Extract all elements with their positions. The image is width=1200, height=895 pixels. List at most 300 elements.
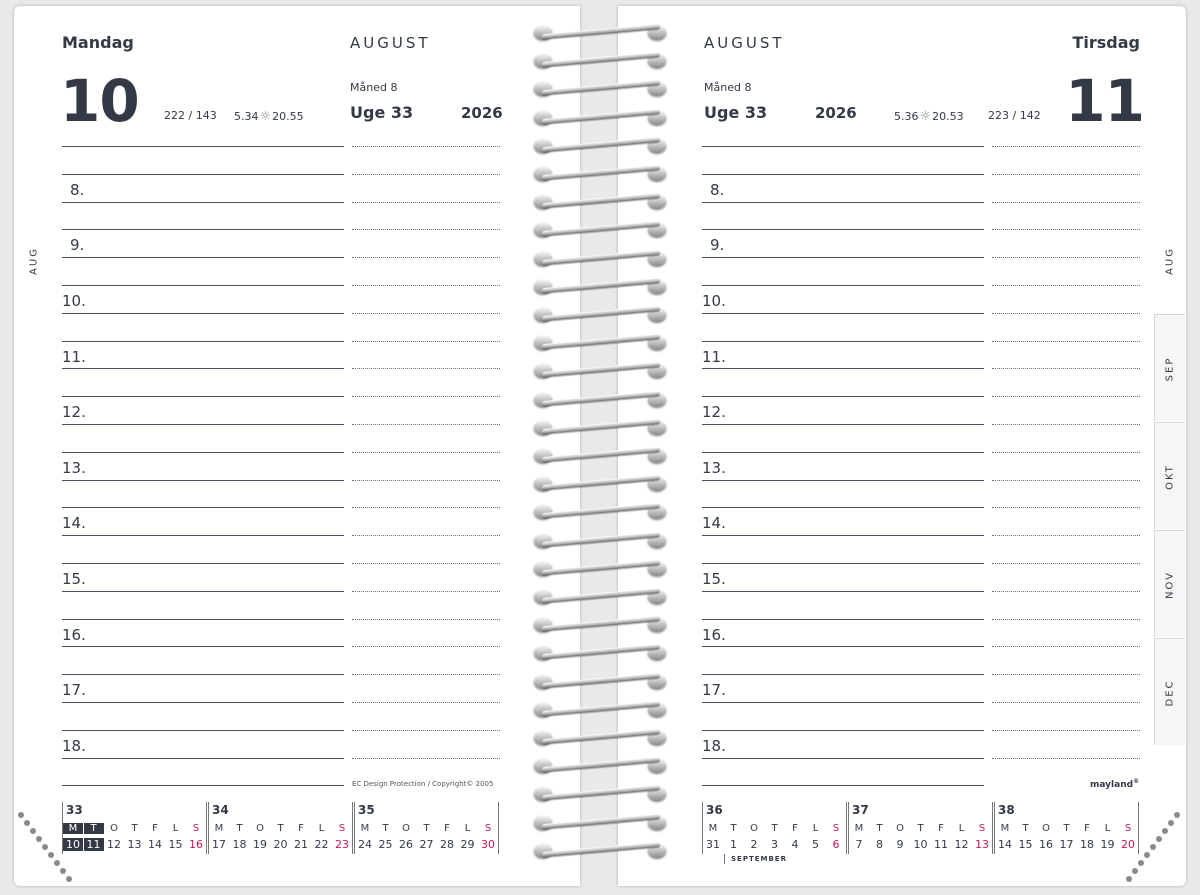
writing-line [62, 563, 344, 564]
tab-aug[interactable]: AUG [1164, 247, 1176, 275]
corner-dot [1126, 876, 1132, 882]
spiral-coil [528, 501, 672, 521]
calendar-day[interactable]: 25 [378, 838, 393, 851]
corner-dot [48, 852, 54, 858]
weekday-letter: O [896, 823, 904, 834]
writing-line [702, 285, 984, 286]
weekday-letter: F [298, 823, 304, 834]
writing-line [702, 480, 984, 481]
spiral-coil [528, 78, 672, 98]
weekday-letter: S [1124, 823, 1132, 834]
dotted-line [352, 229, 500, 230]
hour-label: 11. [62, 348, 86, 366]
writing-line [62, 646, 344, 647]
day-name: Mandag [62, 33, 134, 52]
spiral-binding [528, 22, 672, 870]
calendar-day[interactable]: 11 [84, 838, 104, 851]
hour-label: 10. [62, 292, 86, 310]
dotted-line [352, 396, 500, 397]
dotted-line [352, 341, 500, 342]
calendar-day[interactable]: 26 [399, 838, 413, 851]
calendar-separator [992, 802, 993, 854]
calendar-day[interactable]: 31 [706, 838, 720, 851]
brand-logo: mayland® [1090, 778, 1140, 790]
corner-dot [18, 812, 24, 818]
weekday-letter: T [131, 823, 138, 834]
dotted-line [992, 202, 1140, 203]
month-title: AUGUST [704, 34, 785, 52]
spiral-coil [528, 671, 672, 691]
mini-calendar-week-38 [994, 802, 1140, 854]
hour-label: 13. [702, 459, 726, 477]
dotted-line [992, 758, 1140, 759]
dotted-line [992, 646, 1140, 647]
calendar-day[interactable]: 18 [1080, 838, 1094, 851]
hour-label: 16. [62, 626, 86, 644]
hour-label: 13. [62, 459, 86, 477]
dotted-line [992, 285, 1140, 286]
calendar-day[interactable]: 17 [1059, 838, 1074, 851]
writing-line [702, 563, 984, 564]
sunrise: 5.36 [894, 110, 919, 123]
week-number: 36 [706, 803, 723, 817]
dotted-line [992, 535, 1140, 536]
dotted-line [992, 702, 1140, 703]
writing-line [702, 507, 984, 508]
spiral-coil [528, 219, 672, 239]
dotted-line [992, 257, 1140, 258]
writing-line [62, 257, 344, 258]
weekday-letter: M [708, 823, 718, 834]
writing-line [702, 202, 984, 203]
right-page [618, 6, 1186, 886]
calendar-day[interactable]: 13 [975, 838, 989, 851]
tab-nov[interactable]: NOV [1164, 570, 1176, 600]
calendar-day[interactable]: 28 [440, 838, 454, 851]
weekday-letter: F [152, 823, 158, 834]
dotted-line [352, 535, 500, 536]
writing-line [62, 674, 344, 675]
writing-line [62, 730, 344, 731]
corner-dot [1174, 812, 1180, 818]
day-name: Tirsdag [1072, 33, 1140, 52]
weekday-letter: T [277, 823, 284, 834]
dotted-line [352, 758, 500, 759]
calendar-day[interactable]: 3 [771, 838, 778, 851]
dotted-line [352, 591, 500, 592]
writing-line [62, 480, 344, 481]
sunrise: 5.34 [234, 110, 259, 123]
weekday-letter: T [876, 823, 883, 834]
spiral-coil [528, 642, 672, 662]
corner-dot [24, 820, 30, 826]
month-number: Måned 8 [704, 81, 752, 94]
dotted-line [352, 146, 500, 147]
weekday-letter: M [63, 823, 83, 834]
calendar-day[interactable]: 10 [913, 838, 928, 851]
corner-dot [1144, 852, 1150, 858]
hour-label: 8. [710, 181, 725, 199]
writing-line [702, 313, 984, 314]
dotted-line [352, 674, 500, 675]
tab-dec[interactable]: DEC [1164, 679, 1176, 707]
writing-line [62, 174, 344, 175]
writing-line [702, 229, 984, 230]
spiral-coil [528, 276, 672, 296]
writing-line [702, 257, 984, 258]
corner-dot [30, 828, 36, 834]
hour-label: 12. [62, 403, 86, 421]
spiral-coil [528, 50, 672, 70]
dotted-line [352, 452, 500, 453]
spiral-coil [528, 840, 672, 860]
calendar-day[interactable]: 6 [832, 838, 840, 851]
writing-line [702, 758, 984, 759]
dotted-line [992, 480, 1140, 481]
writing-line [62, 285, 344, 286]
spiral-coil [528, 360, 672, 380]
corner-dot [1168, 820, 1174, 826]
dotted-line [352, 174, 500, 175]
weekday-letter: L [1104, 823, 1111, 834]
weekday-letter: O [750, 823, 758, 834]
week-number: 38 [998, 803, 1015, 817]
spiral-coil [528, 304, 672, 324]
weekday-letter: O [402, 823, 410, 834]
weekday-letter: T [84, 823, 104, 834]
weekday-letter: F [1084, 823, 1090, 834]
hour-label: 16. [702, 626, 726, 644]
dotted-line [352, 285, 500, 286]
sun-icon: ☼ [919, 109, 932, 124]
writing-line [702, 424, 984, 425]
writing-line [702, 341, 984, 342]
weekday-letter: O [110, 823, 118, 834]
mini-calendar-week-34 [208, 802, 354, 854]
dotted-line [352, 702, 500, 703]
copyright: EC Design Protection / Copyright© 2005 [352, 780, 494, 788]
calendar-day[interactable]: 11 [934, 838, 948, 851]
calendar-day[interactable]: 20 [1121, 838, 1135, 851]
tab-aug[interactable]: AUG [28, 247, 40, 275]
sun-times [234, 109, 304, 124]
dotted-line [992, 507, 1140, 508]
month-label: SEPTEMBER [724, 854, 787, 864]
dotted-line [352, 424, 500, 425]
dotted-line [992, 341, 1140, 342]
dotted-line [352, 257, 500, 258]
spiral-coil [528, 699, 672, 719]
spiral-coil [528, 473, 672, 493]
calendar-day[interactable]: 19 [253, 838, 267, 851]
calendar-day[interactable]: 16 [189, 838, 203, 851]
dotted-line [992, 452, 1140, 453]
weekday-letter: M [854, 823, 864, 834]
dotted-line [992, 674, 1140, 675]
hour-label: 14. [702, 514, 726, 532]
weekday-letter: S [978, 823, 986, 834]
writing-line [702, 702, 984, 703]
mini-calendar-week-33 [62, 802, 208, 854]
weekday-letter: T [730, 823, 737, 834]
weekday-letter: F [792, 823, 798, 834]
dotted-line [992, 619, 1140, 620]
tab-okt[interactable]: OKT [1164, 464, 1176, 490]
calendar-day[interactable]: 9 [896, 838, 904, 851]
day-number: 11 [1065, 67, 1144, 135]
dotted-line [992, 424, 1140, 425]
spiral-coil [528, 135, 672, 155]
spiral-coil [528, 614, 672, 634]
calendar-day[interactable]: 10 [63, 838, 83, 851]
dotted-line [992, 368, 1140, 369]
calendar-day[interactable]: 16 [1039, 838, 1053, 851]
weekday-letter: M [214, 823, 224, 834]
dotted-line [992, 591, 1140, 592]
dotted-line [352, 202, 500, 203]
calendar-day[interactable]: 18 [232, 838, 247, 851]
calendar-day[interactable]: 4 [791, 838, 799, 851]
spiral-coil [528, 783, 672, 803]
spiral-coil [528, 389, 672, 409]
week-number: Uge 33 [704, 103, 768, 122]
hour-label: 11. [702, 348, 726, 366]
dotted-line [352, 313, 500, 314]
week-number: Uge 33 [350, 103, 414, 122]
writing-line [62, 702, 344, 703]
hour-label: 17. [702, 681, 726, 699]
writing-line [702, 674, 984, 675]
hour-label: 9. [70, 236, 85, 254]
calendar-day[interactable]: 5 [812, 838, 819, 851]
week-number: 33 [66, 803, 83, 817]
writing-line [702, 452, 984, 453]
calendar-day[interactable]: 17 [212, 838, 226, 851]
dotted-line [992, 229, 1140, 230]
day-count: 222 / 143 [164, 109, 217, 122]
writing-line [62, 591, 344, 592]
weekday-letter: F [444, 823, 450, 834]
dotted-line [992, 730, 1140, 731]
spiral-coil [528, 558, 672, 578]
weekday-letter: T [423, 823, 430, 834]
sun-icon: ☼ [259, 109, 272, 124]
writing-line [702, 619, 984, 620]
writing-line [62, 146, 344, 147]
calendar-day[interactable]: 22 [314, 838, 329, 851]
corner-dot [1150, 844, 1156, 850]
weekday-letter: S [832, 823, 840, 834]
writing-line [62, 424, 344, 425]
corner-dot [42, 844, 48, 850]
hour-label: 14. [62, 514, 86, 532]
weekday-letter: T [771, 823, 778, 834]
dotted-line [992, 563, 1140, 564]
spiral-coil [528, 727, 672, 747]
writing-line [62, 229, 344, 230]
calendar-day[interactable]: 8 [876, 838, 883, 851]
hour-label: 15. [702, 570, 726, 588]
week-number: 37 [852, 803, 869, 817]
calendar-day[interactable]: 2 [750, 838, 758, 851]
hour-label: 18. [702, 737, 726, 755]
writing-line [62, 507, 344, 508]
writing-line [702, 646, 984, 647]
calendar-day[interactable]: 15 [1018, 838, 1033, 851]
tab-sep[interactable]: SEP [1164, 356, 1176, 382]
calendar-day[interactable]: 13 [127, 838, 142, 851]
spiral-coil [528, 530, 672, 550]
calendar-day[interactable]: 15 [168, 838, 183, 851]
weekday-letter: T [382, 823, 389, 834]
calendar-day[interactable]: 1 [730, 838, 737, 851]
spiral-coil [528, 445, 672, 465]
spiral-coil [528, 248, 672, 268]
calendar-day[interactable]: 24 [358, 838, 372, 851]
hour-label: 15. [62, 570, 86, 588]
calendar-day[interactable]: 21 [294, 838, 308, 851]
calendar-separator [206, 802, 207, 854]
corner-dot [36, 836, 42, 842]
year: 2026 [815, 104, 857, 122]
hour-label: 18. [62, 737, 86, 755]
spiral-coil [528, 332, 672, 352]
weekday-letter: O [256, 823, 264, 834]
hour-label: 9. [710, 236, 725, 254]
dotted-line [352, 730, 500, 731]
writing-line [702, 146, 984, 147]
corner-dot [1156, 836, 1162, 842]
hour-label: 8. [70, 181, 85, 199]
writing-line [702, 785, 984, 786]
dotted-line [352, 646, 500, 647]
writing-line [62, 313, 344, 314]
weekday-letter: L [812, 823, 819, 834]
spiral-coil [528, 812, 672, 832]
calendar-separator [352, 802, 353, 854]
weekday-letter: T [236, 823, 243, 834]
mini-calendar-week-37 [848, 802, 994, 854]
writing-line [702, 591, 984, 592]
writing-line [62, 341, 344, 342]
corner-dot [1162, 828, 1168, 834]
weekday-letter: F [938, 823, 944, 834]
sun-times [894, 109, 964, 124]
weekday-letter: T [917, 823, 924, 834]
spiral-coil [528, 22, 672, 42]
year: 2026 [461, 104, 503, 122]
calendar-separator [846, 802, 847, 854]
calendar-day[interactable]: 12 [107, 838, 121, 851]
dotted-line [992, 396, 1140, 397]
calendar-day[interactable]: 7 [855, 838, 863, 851]
spiral-coil [528, 417, 672, 437]
spiral-coil [528, 163, 672, 183]
dotted-line [352, 480, 500, 481]
calendar-day[interactable]: 29 [460, 838, 475, 851]
sunset: 20.53 [932, 110, 964, 123]
weekday-letter: L [464, 823, 471, 834]
weekday-letter: S [484, 823, 492, 834]
corner-dot [1138, 860, 1144, 866]
spiral-coil [528, 107, 672, 127]
dotted-line [992, 146, 1140, 147]
mini-calendar-week-35 [354, 802, 500, 854]
calendar-day[interactable]: 23 [335, 838, 349, 851]
sunset: 20.55 [272, 110, 304, 123]
writing-line [62, 785, 344, 786]
calendar-day[interactable]: 14 [998, 838, 1012, 851]
writing-line [62, 452, 344, 453]
weekday-letter: S [192, 823, 200, 834]
spiral-coil [528, 586, 672, 606]
corner-dot [54, 860, 60, 866]
writing-line [702, 368, 984, 369]
writing-line [702, 730, 984, 731]
writing-line [702, 174, 984, 175]
weekday-letter: L [172, 823, 179, 834]
weekday-letter: T [1063, 823, 1070, 834]
calendar-separator [1138, 802, 1139, 854]
left-page [14, 6, 580, 886]
writing-line [62, 535, 344, 536]
weekday-letter: S [338, 823, 346, 834]
corner-dot [60, 868, 66, 874]
weekday-letter: M [1000, 823, 1010, 834]
hour-label: 12. [702, 403, 726, 421]
hour-label: 17. [62, 681, 86, 699]
calendar-day[interactable]: 14 [148, 838, 162, 851]
corner-dot [1132, 868, 1138, 874]
weekday-letter: L [318, 823, 325, 834]
hour-label: 10. [702, 292, 726, 310]
calendar-day[interactable]: 27 [419, 838, 434, 851]
week-number: 35 [358, 803, 375, 817]
writing-line [62, 619, 344, 620]
dotted-line [352, 563, 500, 564]
weekday-letter: O [1042, 823, 1050, 834]
dotted-line [992, 174, 1140, 175]
month-number: Måned 8 [350, 81, 398, 94]
dotted-line [352, 368, 500, 369]
dotted-line [352, 619, 500, 620]
spiral-coil [528, 191, 672, 211]
calendar-day[interactable]: 30 [481, 838, 495, 851]
week-number: 34 [212, 803, 229, 817]
spiral-coil [528, 755, 672, 775]
calendar-separator [498, 802, 499, 854]
writing-line [62, 202, 344, 203]
corner-dot [66, 876, 72, 882]
weekday-letter: T [1022, 823, 1029, 834]
day-number: 10 [60, 67, 139, 135]
calendar-day[interactable]: 12 [954, 838, 969, 851]
writing-line [62, 758, 344, 759]
month-title: AUGUST [350, 34, 431, 52]
calendar-day[interactable]: 20 [273, 838, 288, 851]
weekday-letter: M [360, 823, 370, 834]
dotted-line [352, 507, 500, 508]
day-count: 223 / 142 [988, 109, 1041, 122]
writing-line [62, 368, 344, 369]
mini-calendar-week-36 [702, 802, 848, 863]
writing-line [62, 396, 344, 397]
writing-line [702, 396, 984, 397]
writing-line [702, 535, 984, 536]
dotted-line [992, 313, 1140, 314]
calendar-day[interactable]: 19 [1100, 838, 1115, 851]
weekday-letter: L [958, 823, 965, 834]
